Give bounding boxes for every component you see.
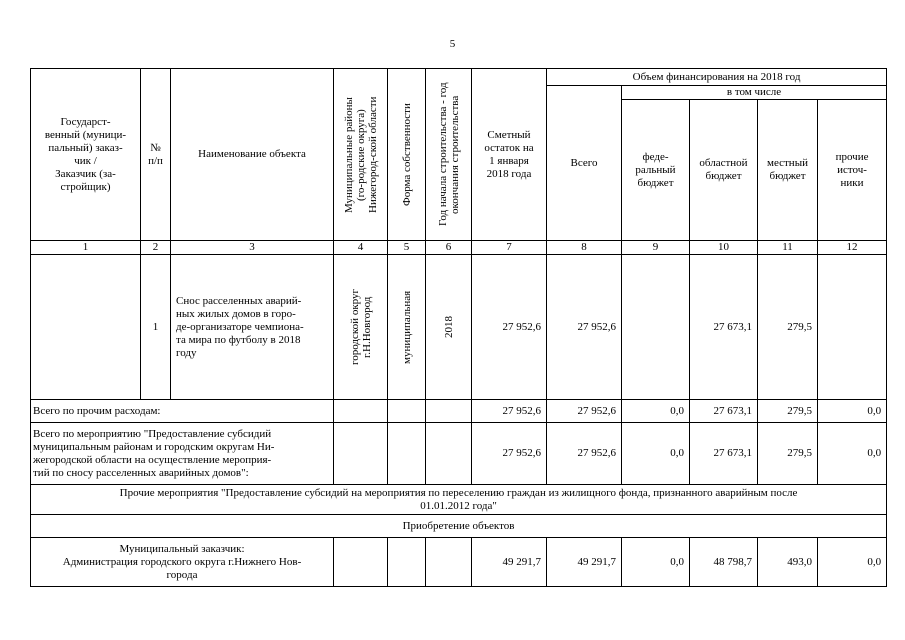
other-expenses-label: Всего по прочим расходам: [31, 400, 334, 423]
item1-other [818, 255, 887, 400]
other-measures-title: Прочие мероприятия "Предоставление субсидий на мероприятия по переселению граждан из жилищного фонда, признанного аварийным после 01.01.2012 года" [31, 485, 887, 515]
header-including: в том числе [622, 86, 887, 100]
measure-total-local: 279,5 [758, 423, 818, 485]
item1-regional: 27 673,1 [690, 255, 758, 400]
table-row [31, 423, 887, 485]
header-balance: Сметный остаток на 1 января 2018 года [472, 69, 547, 241]
item1-federal [622, 255, 690, 400]
table-row [31, 255, 887, 400]
acquisition-title: Приобретение объектов [31, 515, 887, 538]
table-row [31, 400, 887, 423]
header-ownership: Форма собственности [388, 69, 426, 241]
measure-total-label: Всего по мероприятию "Предоставление субсидий муниципальным районам и городским округам Ни- жегородской области на осуществление мероприя- тий по сносу расселенных аварийных домов": [31, 423, 334, 485]
column-number: 3 [171, 241, 334, 255]
column-number: 8 [547, 241, 622, 255]
header-num: № п/п [141, 69, 171, 241]
item1-name: Снос расселенных аварий- ных жилых домов в горо- де-организаторе чемпиона- та мира по футболу в 2018 году [171, 255, 334, 400]
column-number: 2 [141, 241, 171, 255]
municipal-customer-label: Муниципальный заказчик: Администрация городского округа г.Нижнего Нов- города [31, 538, 334, 587]
column-number: 6 [426, 241, 472, 255]
column-number: 11 [758, 241, 818, 255]
other-expenses-total: 27 952,6 [547, 400, 622, 423]
item1-local: 279,5 [758, 255, 818, 400]
header-object-name: Наименование объекта [171, 69, 334, 241]
other-expenses-other: 0,0 [818, 400, 887, 423]
column-number: 10 [690, 241, 758, 255]
header-total: Всего [547, 86, 622, 241]
column-number: 7 [472, 241, 547, 255]
item1-customer [31, 255, 141, 400]
item1-district: городской округ г.Н.Новгород [334, 255, 388, 400]
other-expenses-regional: 27 673,1 [690, 400, 758, 423]
header-years: Год начала строительства - год окончания строительства [426, 69, 472, 241]
other-expenses-balance: 27 952,6 [472, 400, 547, 423]
item1-num: 1 [141, 255, 171, 400]
column-number: 5 [388, 241, 426, 255]
measure-total-other: 0,0 [818, 423, 887, 485]
item1-balance: 27 952,6 [472, 255, 547, 400]
financing-table [30, 68, 887, 587]
other-expenses-local: 279,5 [758, 400, 818, 423]
header-financing: Объем финансирования на 2018 год [547, 69, 887, 86]
measure-total-regional: 27 673,1 [690, 423, 758, 485]
column-number: 12 [818, 241, 887, 255]
header-customer: Государст- венный (муници- пальный) заказ- чик / Заказчик (за- стройщик) [31, 69, 141, 241]
item1-ownership: муниципальная [388, 255, 426, 400]
other-expenses-federal: 0,0 [622, 400, 690, 423]
page-number: 5 [449, 38, 456, 50]
item1-total: 27 952,6 [547, 255, 622, 400]
column-number: 9 [622, 241, 690, 255]
column-number: 1 [31, 241, 141, 255]
header-other: прочие источ- ники [818, 100, 887, 241]
municipal-customer-federal: 0,0 [622, 538, 690, 587]
item1-year: 2018 [426, 255, 472, 400]
municipal-customer-other: 0,0 [818, 538, 887, 587]
measure-total-total: 27 952,6 [547, 423, 622, 485]
municipal-customer-local: 493,0 [758, 538, 818, 587]
municipal-customer-balance: 49 291,7 [472, 538, 547, 587]
header-regional: областной бюджет [690, 100, 758, 241]
header-federal: феде- ральный бюджет [622, 100, 690, 241]
table-row [31, 515, 887, 538]
column-number: 4 [334, 241, 388, 255]
measure-total-balance: 27 952,6 [472, 423, 547, 485]
header-local: местный бюджет [758, 100, 818, 241]
header-districts: Муниципальные районы (го-родские округа) Нижегород-ской области [334, 69, 388, 241]
table-row [31, 485, 887, 515]
column-numbers-row [31, 241, 887, 255]
table-row [31, 538, 887, 587]
municipal-customer-total: 49 291,7 [547, 538, 622, 587]
municipal-customer-regional: 48 798,7 [690, 538, 758, 587]
measure-total-federal: 0,0 [622, 423, 690, 485]
